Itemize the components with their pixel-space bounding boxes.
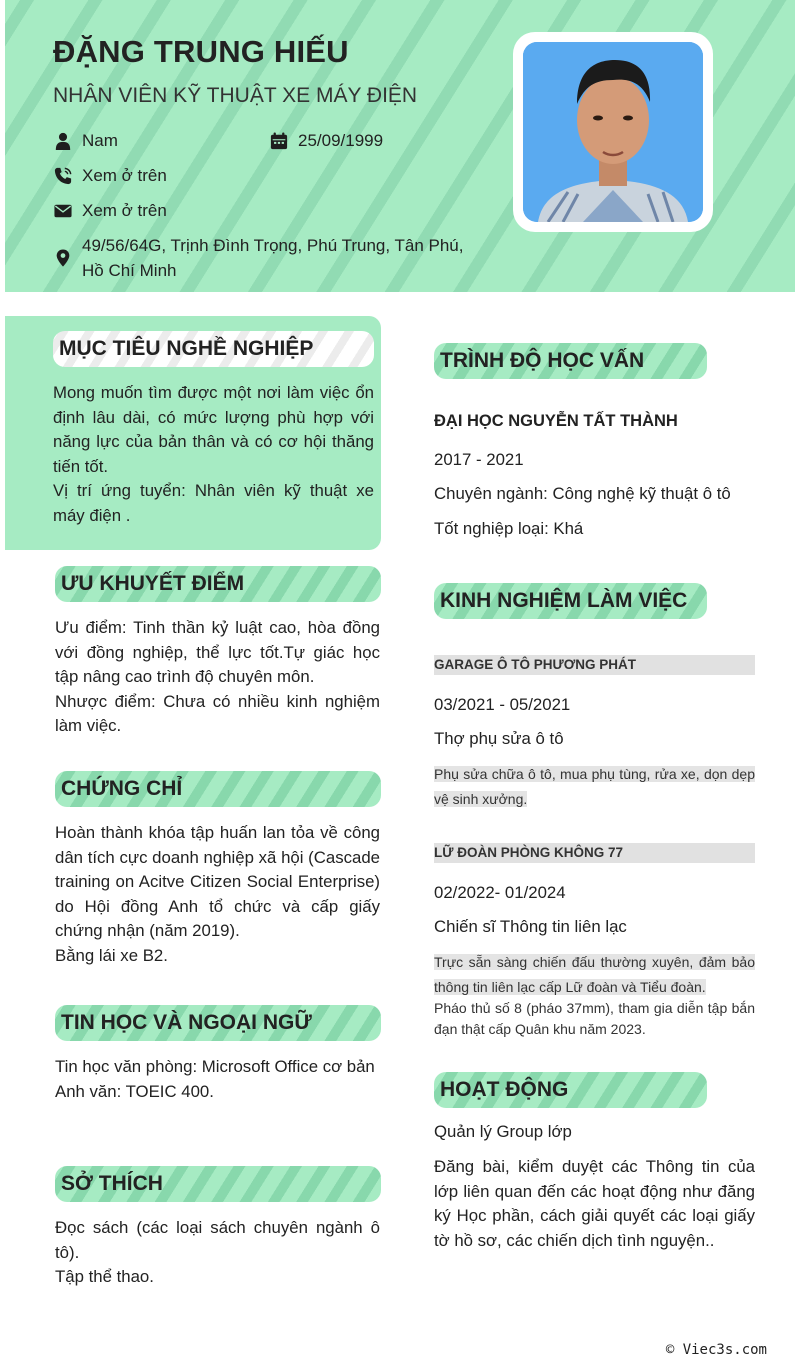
- hobby-item: Tập thể thao.: [55, 1267, 154, 1287]
- job-description-text: Trực sẵn sàng chiến đấu thường xuyên, đảm bảo thông tin liên lạc cấp Lữ đoàn và Tiểu đoàn.: [434, 954, 755, 995]
- footer-credit: © Viec3s.com: [665, 1342, 767, 1358]
- strengths-text: [55, 616, 380, 739]
- certificate-item: Bằng lái xe B2.: [55, 945, 168, 965]
- strengths-heading: ƯU KHUYẾT ĐIỂM: [55, 566, 381, 602]
- phone-row: [53, 166, 167, 186]
- email-value: Xem ở trên: [82, 201, 167, 220]
- hobbies-heading: SỞ THÍCH: [55, 1166, 381, 1202]
- candidate-name: ĐẶNG TRUNG HIẾU: [53, 34, 349, 69]
- education-major: Chuyên ngành: Công nghệ kỹ thuật ô tô: [434, 484, 731, 503]
- birthdate-row: [269, 131, 383, 151]
- job-title: NHÂN VIÊN KỸ THUẬT XE MÁY ĐIỆN: [53, 84, 418, 107]
- job-description-text: Phụ sửa chữa ô tô, mua phụ tùng, rửa xe, dọn dẹp vệ sinh xưởng.: [434, 766, 755, 807]
- education-heading: TRÌNH ĐỘ HỌC VẤN: [434, 343, 707, 379]
- career-goal-text: [53, 381, 374, 529]
- certificates-text: [55, 821, 380, 969]
- activity-description: Đăng bài, kiểm duyệt các Thông tin của lớp liên quan đến các hoạt động như đăng ký Học phần, cách giải quyết các loại giấy tờ hồ sơ, các chiến dịch tình nguyện..: [434, 1157, 755, 1250]
- career-goal-heading: MỤC TIÊU NGHỀ NGHIỆP: [53, 331, 374, 367]
- job-period: 02/2022- 01/2024: [434, 883, 566, 902]
- phone-value: Xem ở trên: [82, 166, 167, 185]
- phone-icon: [53, 166, 73, 186]
- activity-title: Quản lý Group lớp: [434, 1122, 572, 1141]
- school-name: ĐẠI HỌC NGUYỄN TẤT THÀNH: [434, 412, 678, 430]
- strengths-cons: Nhược điểm: Chưa có nhiều kinh nghiệm làm việc.: [55, 691, 380, 736]
- location-pin-icon: [53, 248, 73, 268]
- career-goal-position: Vị trí ứng tuyển: Nhân viên kỹ thuật xe máy điện .: [53, 481, 374, 525]
- skills-text: [55, 1055, 380, 1104]
- education-grade: Tốt nghiệp loại: Khá: [434, 519, 584, 538]
- experience-heading: KINH NGHIỆM LÀM VIỆC: [434, 583, 707, 619]
- hobbies-text: [55, 1216, 380, 1290]
- profile-photo-frame: [513, 32, 713, 232]
- strengths-pros: Ưu điểm: Tinh thần kỷ luật cao, hòa đồng với đồng nghiệp, thể lực tốt.Tự giác học tập nâng cao trình độ chuyên môn.: [55, 618, 380, 687]
- birthdate-value: 25/09/1999: [298, 131, 384, 150]
- company-name: GARAGE Ô TÔ PHƯƠNG PHÁT: [434, 655, 755, 675]
- skills-heading: TIN HỌC VÀ NGOẠI NGỮ: [55, 1005, 381, 1041]
- address-row: [53, 233, 472, 283]
- certificates-heading: CHỨNG CHỈ: [55, 771, 381, 807]
- calendar-icon: [269, 131, 289, 151]
- job-period: 03/2021 - 05/2021: [434, 695, 571, 714]
- job-role: Chiến sĩ Thông tin liên lạc: [434, 917, 627, 936]
- job-description: [434, 950, 755, 1000]
- job-description-extra: Pháo thủ số 8 (pháo 37mm), tham gia diễn tập bắn đạn thật cấp Quân khu năm 2023.: [434, 1000, 755, 1037]
- career-goal-line: Mong muốn tìm được một nơi làm việc ổn định lâu dài, có mức lượng phù hợp với năng lực của bản thân và có cơ hội thăng tiến tốt.: [53, 383, 374, 476]
- skill-item: Tin học văn phòng: Microsoft Office cơ bản: [55, 1057, 375, 1076]
- profile-photo: [523, 42, 703, 222]
- envelope-icon: [53, 201, 73, 221]
- job-role: Thợ phụ sửa ô tô: [434, 729, 564, 748]
- company-name: LỮ ĐOÀN PHÒNG KHÔNG 77: [434, 843, 755, 863]
- education-years: 2017 - 2021: [434, 450, 524, 469]
- job-description: [434, 762, 755, 812]
- gender-row: [53, 131, 118, 151]
- skill-item: Anh văn: TOEIC 400.: [55, 1081, 214, 1101]
- certificate-item: Hoàn thành khóa tập huấn lan tỏa về công dân tích cực doanh nghiệp xã hội (Cascade training on Acitve Citizen Social Enterprise) do Hội đồng Anh tổ chức và cấp giấy chứng nhận (năm 2019).: [55, 823, 380, 941]
- header-banner: [5, 0, 795, 292]
- gender-value: Nam: [82, 131, 118, 150]
- hobby-item: Đọc sách (các loại sách chuyên ngành ô tô).: [55, 1218, 380, 1262]
- activities-heading: HOẠT ĐỘNG: [434, 1072, 707, 1108]
- address-value: 49/56/64G, Trịnh Đình Trọng, Phú Trung, Tân Phú, Hồ Chí Minh: [82, 236, 464, 280]
- person-icon: [53, 131, 73, 151]
- email-row: [53, 201, 167, 221]
